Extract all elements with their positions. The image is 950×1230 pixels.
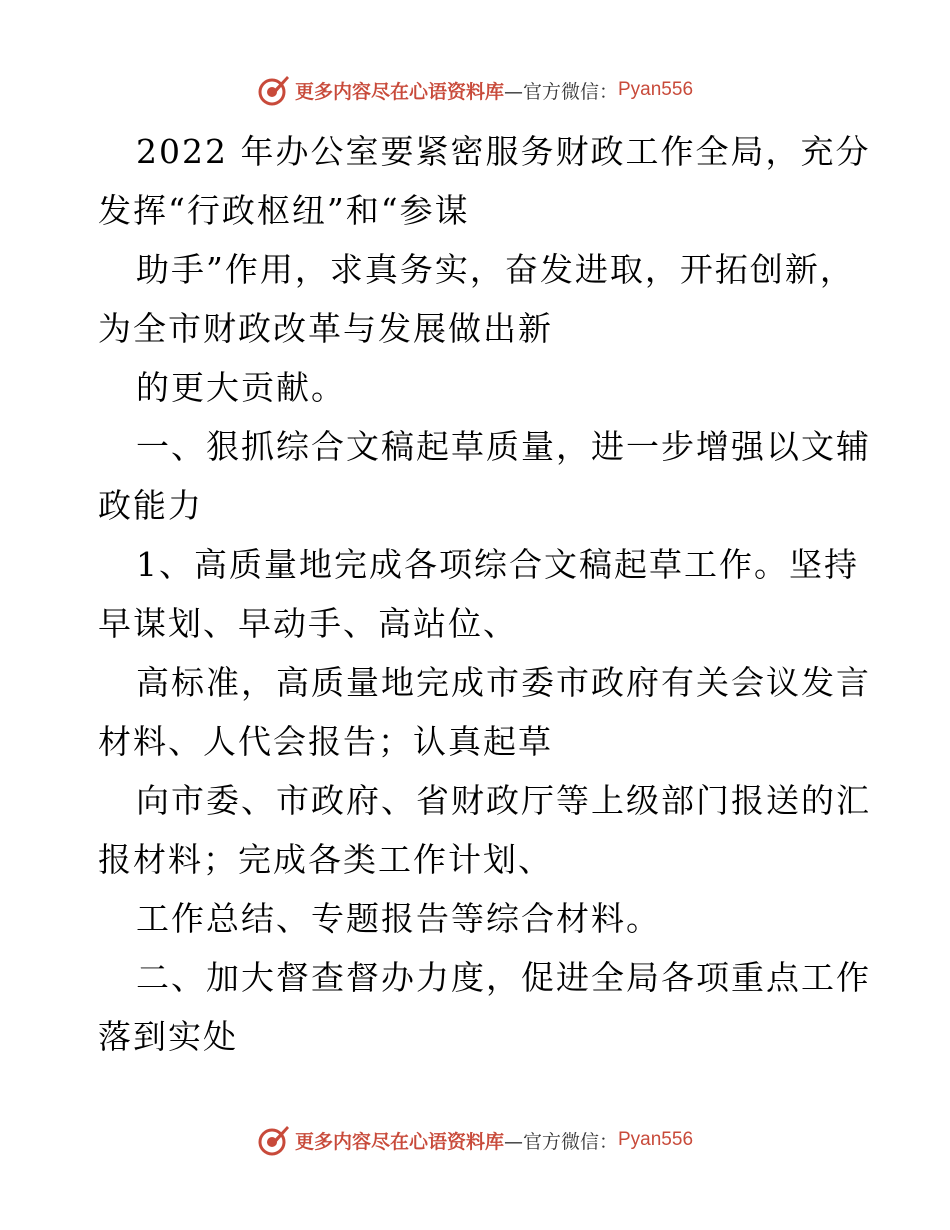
text-line: 报材料；完成各类工作计划、	[98, 840, 553, 879]
footer-banner	[0, 1120, 950, 1160]
section-heading: 二、加大督查督办力度，促进全局各项重点工作	[136, 958, 871, 997]
document-body	[98, 122, 871, 1066]
quill-logo-icon	[257, 1123, 291, 1157]
text-line: 助手”作用，求真务实，奋发进取，开拓创新，	[136, 250, 855, 289]
text-line: 的更大贡献。	[136, 368, 346, 407]
text-line: 2022 年办公室要紧密服务财政工作全局，充分	[136, 132, 871, 171]
banner-title: 更多内容尽在心语资料库	[294, 1130, 504, 1153]
text-line: 早谋划、早动手、高站位、	[98, 604, 518, 643]
header-banner	[0, 70, 950, 110]
text-line: 为全市财政改革与发展做出新	[98, 309, 553, 348]
text-line: 工作总结、专题报告等综合材料。	[136, 899, 661, 938]
text-line: 1、高质量地完成各项综合文稿起草工作。坚持	[136, 545, 859, 584]
text-line: 发挥“行政枢纽”和“参谋	[98, 191, 470, 230]
section-heading: 政能力	[98, 486, 203, 525]
text-line: 向市委、市政府、省财政厅等上级部门报送的汇	[136, 781, 871, 820]
banner-title: 更多内容尽在心语资料库	[294, 80, 504, 103]
banner-wechat-label: —官方微信：	[503, 80, 618, 103]
banner-wechat-label: —官方微信：	[503, 1130, 618, 1153]
section-heading: 一、狠抓综合文稿起草质量，进一步增强以文辅	[136, 427, 871, 466]
banner-wechat-id: Pyan556	[618, 79, 694, 100]
text-line: 高标准，高质量地完成市委市政府有关会议发言	[136, 663, 871, 702]
text-line: 材料、人代会报告；认真起草	[98, 722, 553, 761]
quill-logo-icon	[257, 73, 291, 107]
section-heading: 落到实处	[98, 1017, 238, 1056]
banner-wechat-id: Pyan556	[618, 1129, 694, 1150]
